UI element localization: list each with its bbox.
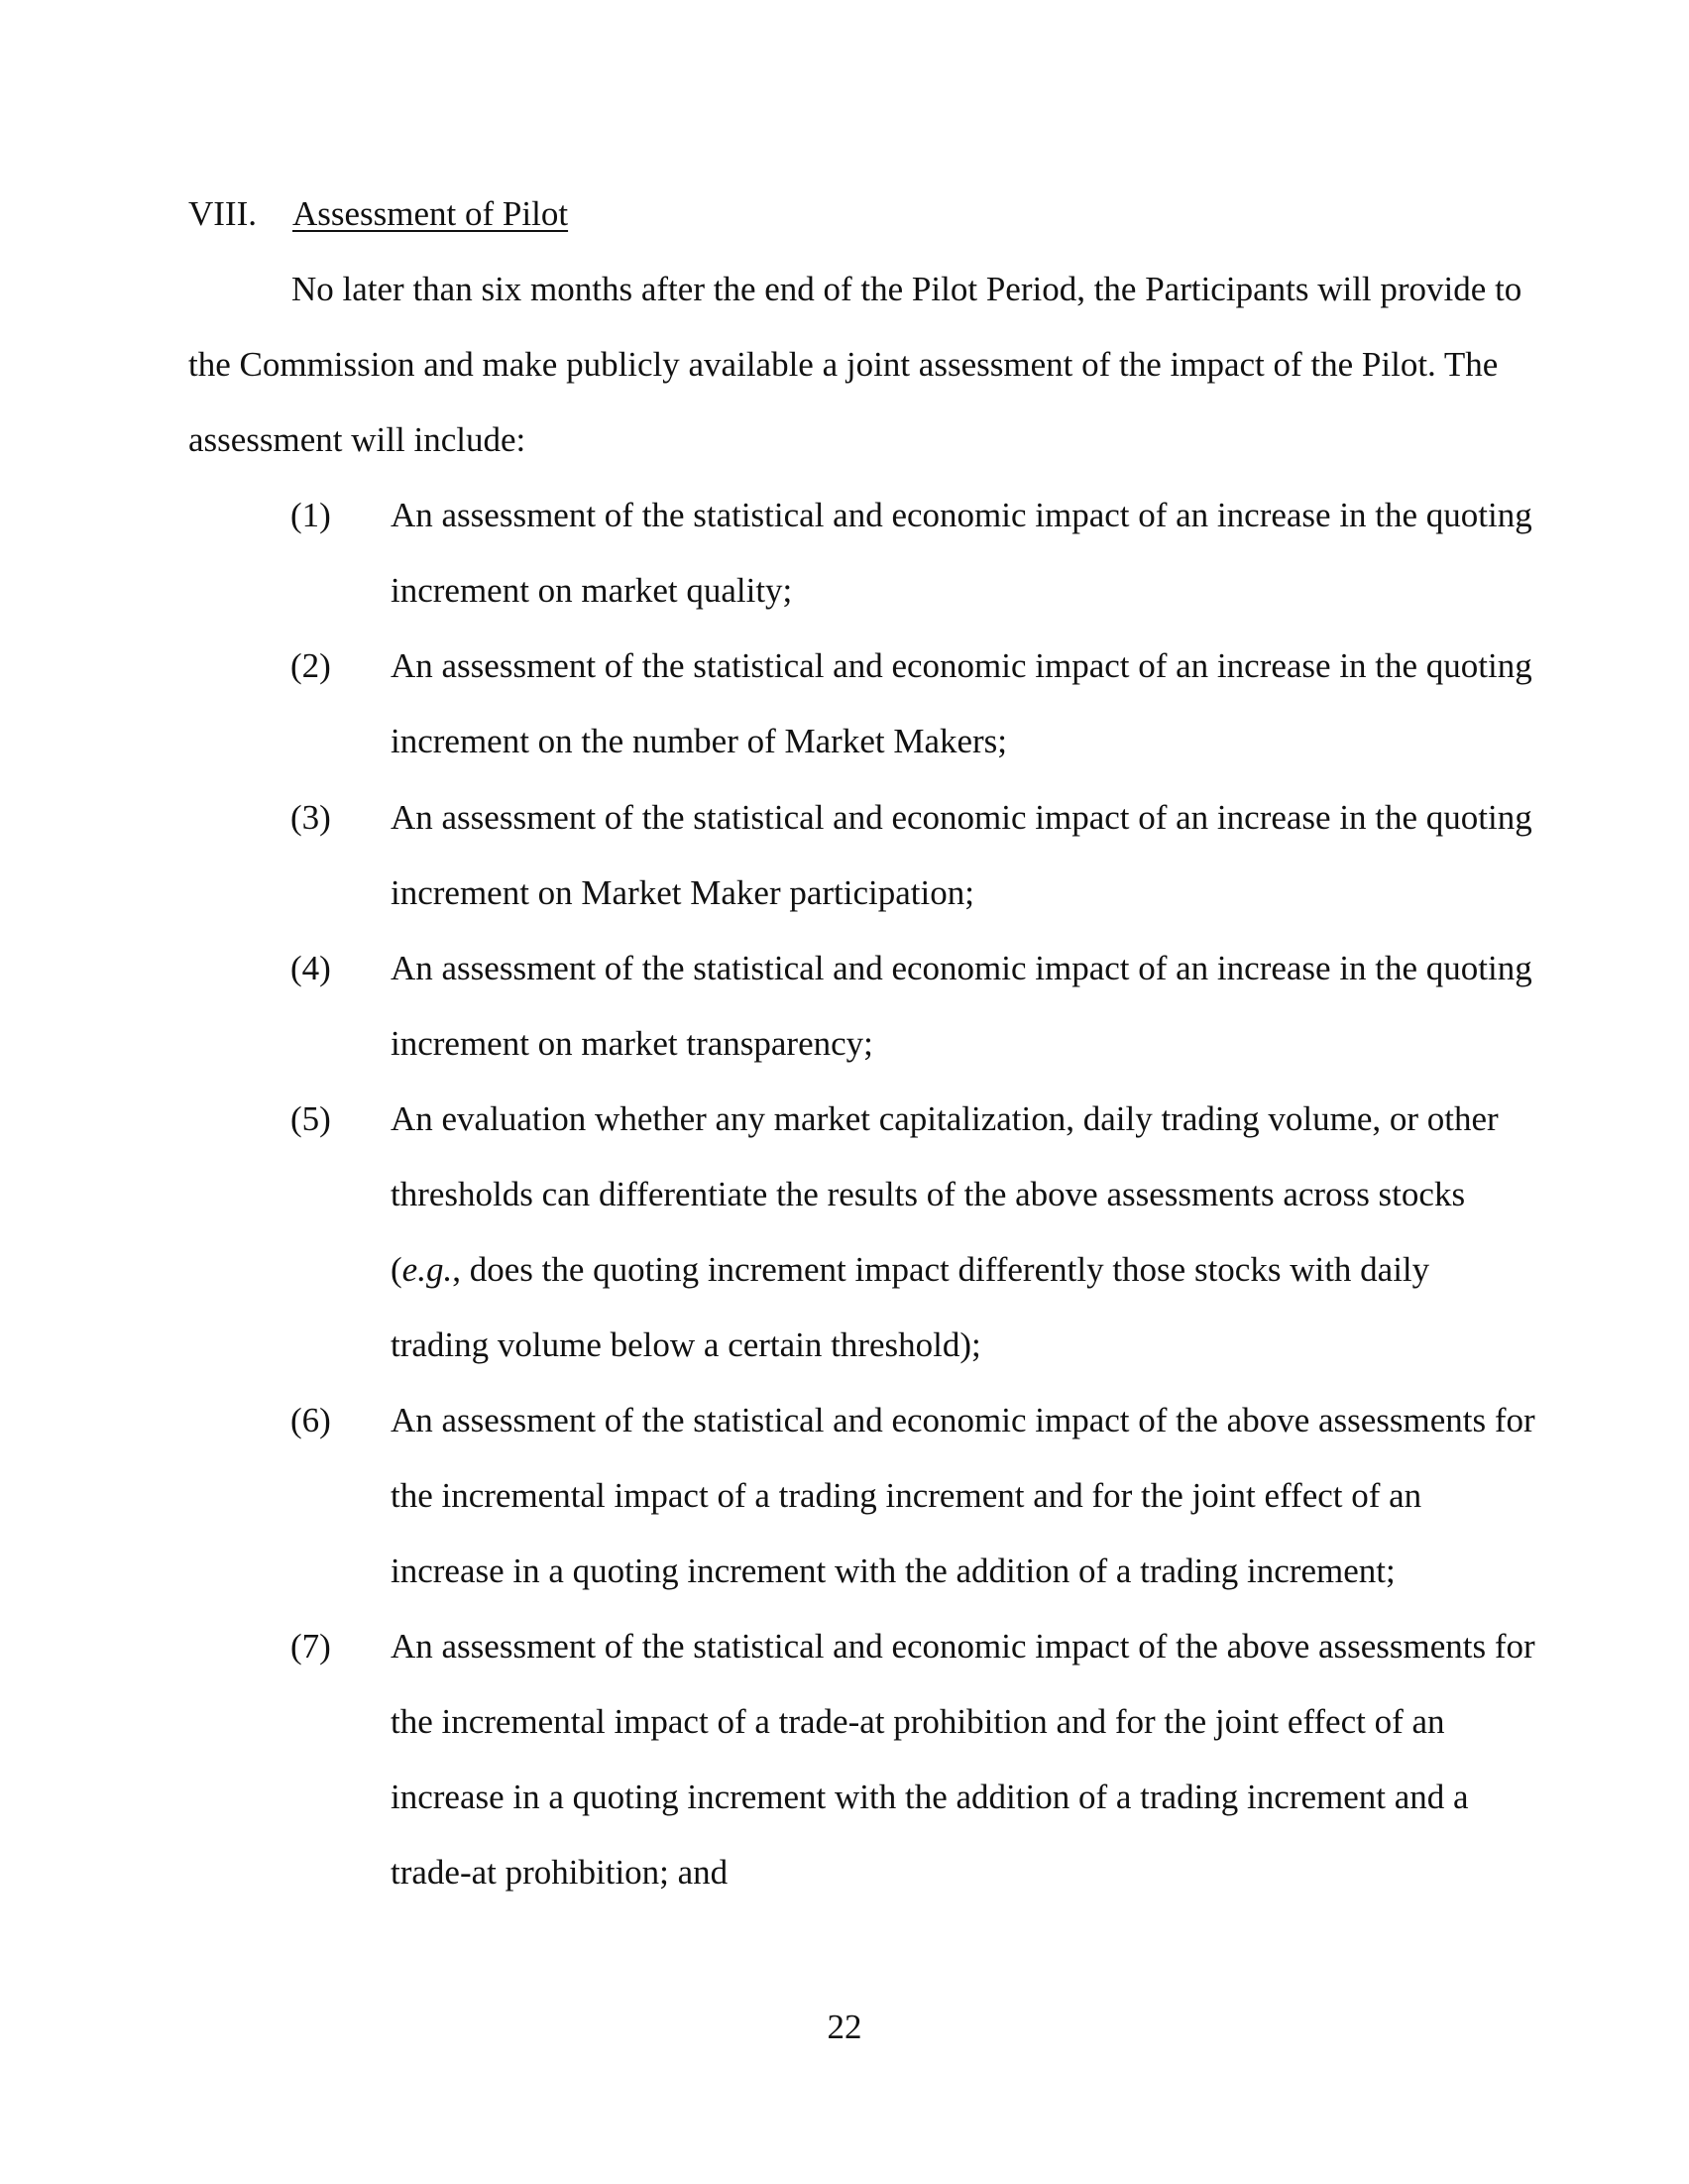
intro-line: No later than six months after the end of the Pilot Period, the Participants will provide to (291, 270, 1522, 308)
list-item-number: (3) (290, 798, 331, 837)
open-paren: ( (391, 1250, 402, 1289)
list-item-text: trade-at prohibition; and (391, 1853, 729, 1892)
list-item-text: the incremental impact of a trade-at prohibition and for the joint effect of an (391, 1702, 1445, 1741)
list-item-text (391, 1248, 1429, 1292)
list-item-number: (2) (290, 646, 331, 685)
list-item-text: increase in a quoting increment with the addition of a trading increment and a (391, 1778, 1469, 1816)
section-number: VIII. (188, 194, 257, 233)
list-item-text-rest: does the quoting increment impact differently those stocks with daily (469, 1250, 1430, 1289)
list-item-text: increment on market transparency; (391, 1024, 873, 1063)
list-item-text: An assessment of the statistical and economic impact of the above assessments for (391, 1401, 1535, 1439)
list-item-number: (5) (290, 1099, 331, 1138)
section-title: Assessment of Pilot (292, 194, 569, 233)
list-item-text: increase in a quoting increment with the addition of a trading increment; (391, 1552, 1396, 1590)
list-item-text: trading volume below a certain threshold); (391, 1325, 981, 1364)
list-item-text: An assessment of the statistical and economic impact of an increase in the quoting (391, 646, 1532, 685)
comma: , (452, 1250, 470, 1289)
list-item-text: An assessment of the statistical and economic impact of an increase in the quoting (391, 496, 1532, 534)
list-item-number: (6) (290, 1401, 331, 1439)
list-item-text: increment on market quality; (391, 571, 793, 610)
list-item-number: (1) (290, 496, 331, 534)
list-item-text: An assessment of the statistical and economic impact of an increase in the quoting (391, 949, 1532, 987)
italic-abbreviation: e.g. (401, 1250, 453, 1289)
list-item-number: (4) (290, 949, 331, 987)
list-item-text: An assessment of the statistical and economic impact of the above assessments for (391, 1627, 1535, 1666)
list-item-text: An evaluation whether any market capitalization, daily trading volume, or other (391, 1099, 1499, 1138)
list-item-text: thresholds can differentiate the results of the above assessments across stocks (391, 1175, 1466, 1213)
intro-line: assessment will include: (188, 420, 526, 459)
list-item-text: An assessment of the statistical and economic impact of an increase in the quoting (391, 798, 1532, 837)
list-item-text: increment on Market Maker participation; (391, 873, 974, 912)
intro-line: the Commission and make publicly available a joint assessment of the impact of the Pilot. The (188, 345, 1499, 384)
list-item-text: increment on the number of Market Makers; (391, 722, 1008, 760)
list-item-number: (7) (290, 1627, 331, 1666)
list-item-text: the incremental impact of a trading increment and for the joint effect of an (391, 1476, 1422, 1515)
page-number: 22 (827, 2008, 862, 2046)
